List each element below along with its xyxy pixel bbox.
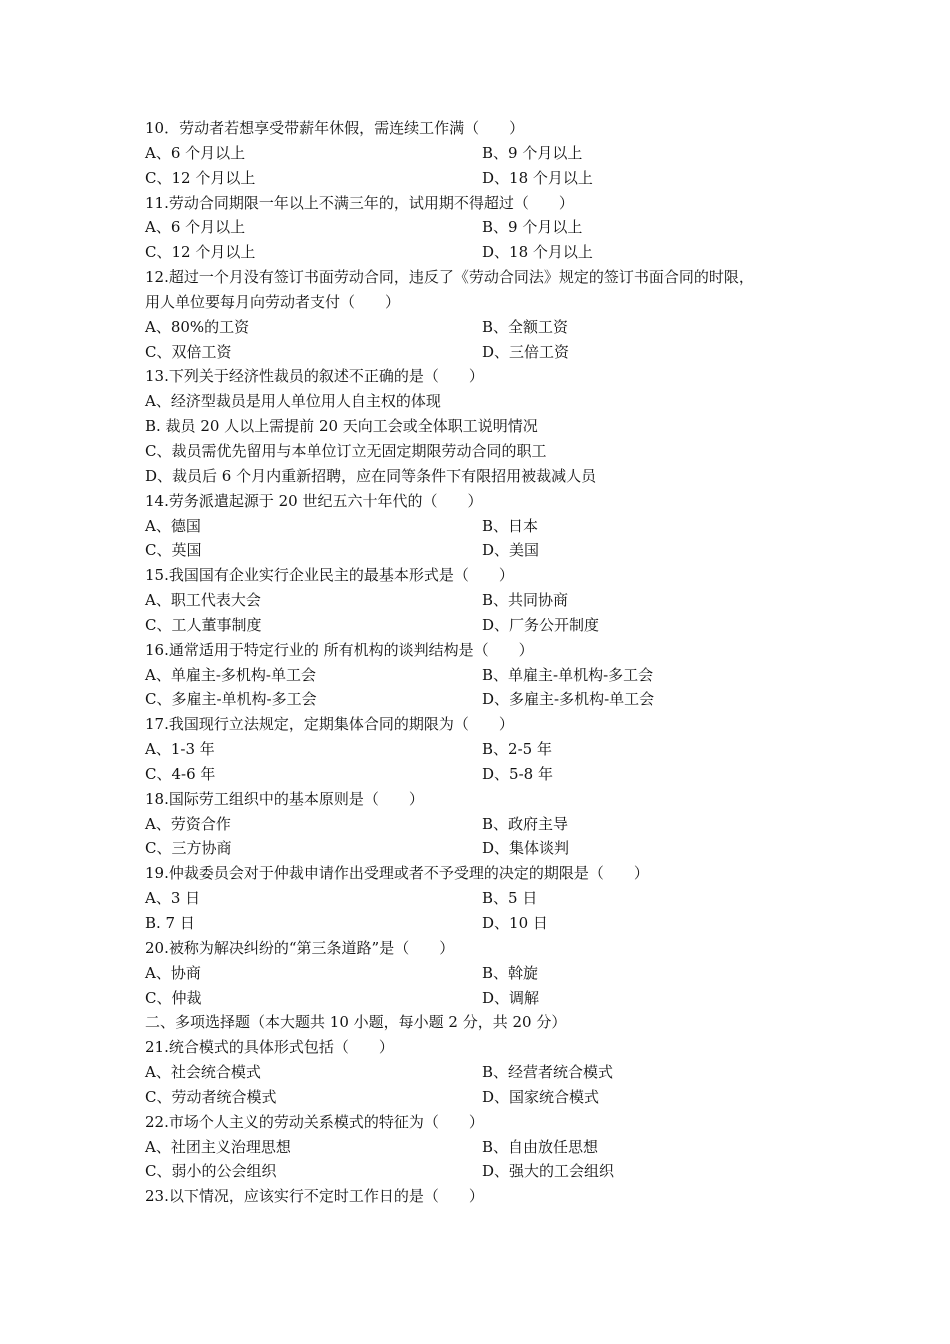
option-left: A、协商 bbox=[145, 963, 201, 982]
option-row bbox=[145, 315, 825, 340]
option-row bbox=[145, 986, 825, 1011]
option-row bbox=[145, 762, 825, 787]
option-left: A、6 个月以上 bbox=[145, 218, 246, 237]
text-line: 16.通常适用于特定行业的 所有机构的谈判结构是（ ） bbox=[145, 640, 534, 659]
option-left: A、职工代表大会 bbox=[145, 591, 261, 610]
option-left: C、多雇主-单机构-多工会 bbox=[145, 690, 317, 709]
option-right: D、5-8 年 bbox=[482, 764, 553, 783]
option-right: B、日本 bbox=[482, 516, 539, 535]
option-right: D、强大的工会组织 bbox=[482, 1162, 615, 1181]
option-row bbox=[145, 961, 825, 986]
text-line: 11.劳动合同期限一年以上不满三年的，试用期不得超过（ ） bbox=[145, 193, 574, 212]
option-right: D、集体谈判 bbox=[482, 839, 570, 858]
option-left: C、劳动者统合模式 bbox=[145, 1087, 277, 1106]
option-left: B. 7 日 bbox=[145, 914, 195, 932]
option-row bbox=[145, 911, 825, 936]
option-row bbox=[145, 1135, 825, 1160]
option-right: D、三倍工资 bbox=[482, 342, 570, 361]
option-row bbox=[145, 836, 825, 861]
option-row bbox=[145, 588, 825, 613]
option-left: C、工人董事制度 bbox=[145, 615, 262, 634]
option-row bbox=[145, 215, 825, 240]
text-line: C、裁员需优先留用与本单位订立无固定期限劳动合同的职工 bbox=[145, 441, 547, 460]
option-left: A、社会统合模式 bbox=[145, 1063, 261, 1082]
option-left: A、1-3 年 bbox=[145, 740, 215, 759]
option-right: B、单雇主-单机构-多工会 bbox=[482, 665, 654, 684]
option-right: D、国家统合模式 bbox=[482, 1087, 600, 1106]
option-right: D、18 个月以上 bbox=[482, 168, 593, 187]
option-right: D、18 个月以上 bbox=[482, 243, 593, 262]
option-row bbox=[145, 1159, 825, 1184]
option-row bbox=[145, 737, 825, 762]
option-right: D、调解 bbox=[482, 988, 540, 1007]
option-row bbox=[145, 240, 825, 265]
text-line: A、经济型裁员是用人单位用人自主权的体现 bbox=[145, 392, 441, 411]
option-row bbox=[145, 514, 825, 539]
option-left: C、三方协商 bbox=[145, 839, 232, 858]
option-right: D、美国 bbox=[482, 541, 540, 560]
option-row bbox=[145, 687, 825, 712]
option-left: C、12 个月以上 bbox=[145, 168, 256, 187]
option-row bbox=[145, 1085, 825, 1110]
option-right: D、10 日 bbox=[482, 914, 548, 932]
option-left: C、仲裁 bbox=[145, 988, 202, 1007]
text-line: 22.市场个人主义的劳动关系模式的特征为（ ） bbox=[145, 1112, 484, 1131]
option-left: A、6 个月以上 bbox=[145, 143, 246, 162]
option-left: C、4-6 年 bbox=[145, 764, 216, 783]
option-right: B、全额工资 bbox=[482, 317, 569, 336]
option-right: D、多雇主-多机构-单工会 bbox=[482, 690, 655, 709]
text-line: 二、多项选择题（本大题共 10 小题，每小题 2 分，共 20 分） bbox=[145, 1013, 567, 1032]
text-line: 15.我国国有企业实行企业民主的最基本形式是（ ） bbox=[145, 566, 514, 585]
question-list bbox=[145, 116, 825, 1209]
option-row bbox=[145, 663, 825, 688]
text-line: 10．劳动者若想享受带薪年休假，需连续工作满（ ） bbox=[145, 119, 525, 137]
option-right: B、政府主导 bbox=[482, 814, 569, 833]
option-left: C、弱小的公会组织 bbox=[145, 1162, 277, 1181]
option-right: B、共同协商 bbox=[482, 591, 569, 610]
text-line: 12.超过一个月没有签订书面劳动合同，违反了《劳动合同法》规定的签订书面合同的时限， bbox=[145, 268, 754, 287]
option-right: D、厂务公开制度 bbox=[482, 615, 600, 634]
option-left: A、单雇主-多机构-单工会 bbox=[145, 665, 316, 684]
text-line: D、裁员后 6 个月内重新招聘，应在同等条件下有限招用被裁减人员 bbox=[145, 466, 597, 485]
option-right: B、2-5 年 bbox=[482, 740, 552, 759]
text-line: 17.我国现行立法规定，定期集体合同的期限为（ ） bbox=[145, 715, 514, 734]
option-right: B、斡旋 bbox=[482, 963, 539, 982]
text-line: B. 裁员 20 人以上需提前 20 天向工会或全体职工说明情况 bbox=[145, 417, 538, 436]
text-line: 14.劳务派遣起源于 20 世纪五六十年代的（ ） bbox=[145, 491, 483, 510]
option-right: B、自由放任思想 bbox=[482, 1137, 599, 1156]
option-left: A、3 日 bbox=[145, 889, 201, 908]
option-row bbox=[145, 1060, 825, 1085]
text-line: 19.仲裁委员会对于仲裁申请作出受理或者不予受理的决定的期限是（ ） bbox=[145, 864, 649, 883]
text-line: 23.以下情况，应该实行不定时工作日的是（ ） bbox=[145, 1187, 484, 1206]
text-line: 13.下列关于经济性裁员的叙述不正确的是（ ） bbox=[145, 367, 484, 386]
text-line: 18.国际劳工组织中的基本原则是（ ） bbox=[145, 789, 424, 808]
option-right: B、5 日 bbox=[482, 889, 538, 908]
option-row bbox=[145, 886, 825, 911]
option-left: A、社团主义治理思想 bbox=[145, 1137, 291, 1156]
option-row bbox=[145, 340, 825, 365]
option-right: B、9 个月以上 bbox=[482, 218, 583, 237]
option-right: B、9 个月以上 bbox=[482, 143, 583, 162]
option-right: B、经营者统合模式 bbox=[482, 1063, 614, 1082]
option-left: A、劳资合作 bbox=[145, 814, 231, 833]
text-line: 21.统合模式的具体形式包括（ ） bbox=[145, 1038, 394, 1057]
text-line: 用人单位要每月向劳动者支付（ ） bbox=[145, 292, 401, 311]
option-left: C、英国 bbox=[145, 541, 202, 560]
option-left: C、12 个月以上 bbox=[145, 243, 256, 262]
option-row bbox=[145, 812, 825, 837]
text-line: 20.被称为解决纠纷的“第三条道路”是（ ） bbox=[145, 938, 455, 957]
option-left: C、双倍工资 bbox=[145, 342, 232, 361]
option-row bbox=[145, 613, 825, 638]
option-left: A、德国 bbox=[145, 516, 201, 535]
option-row bbox=[145, 166, 825, 191]
option-row bbox=[145, 141, 825, 166]
option-row bbox=[145, 538, 825, 563]
option-left: A、80%的工资 bbox=[145, 317, 250, 336]
